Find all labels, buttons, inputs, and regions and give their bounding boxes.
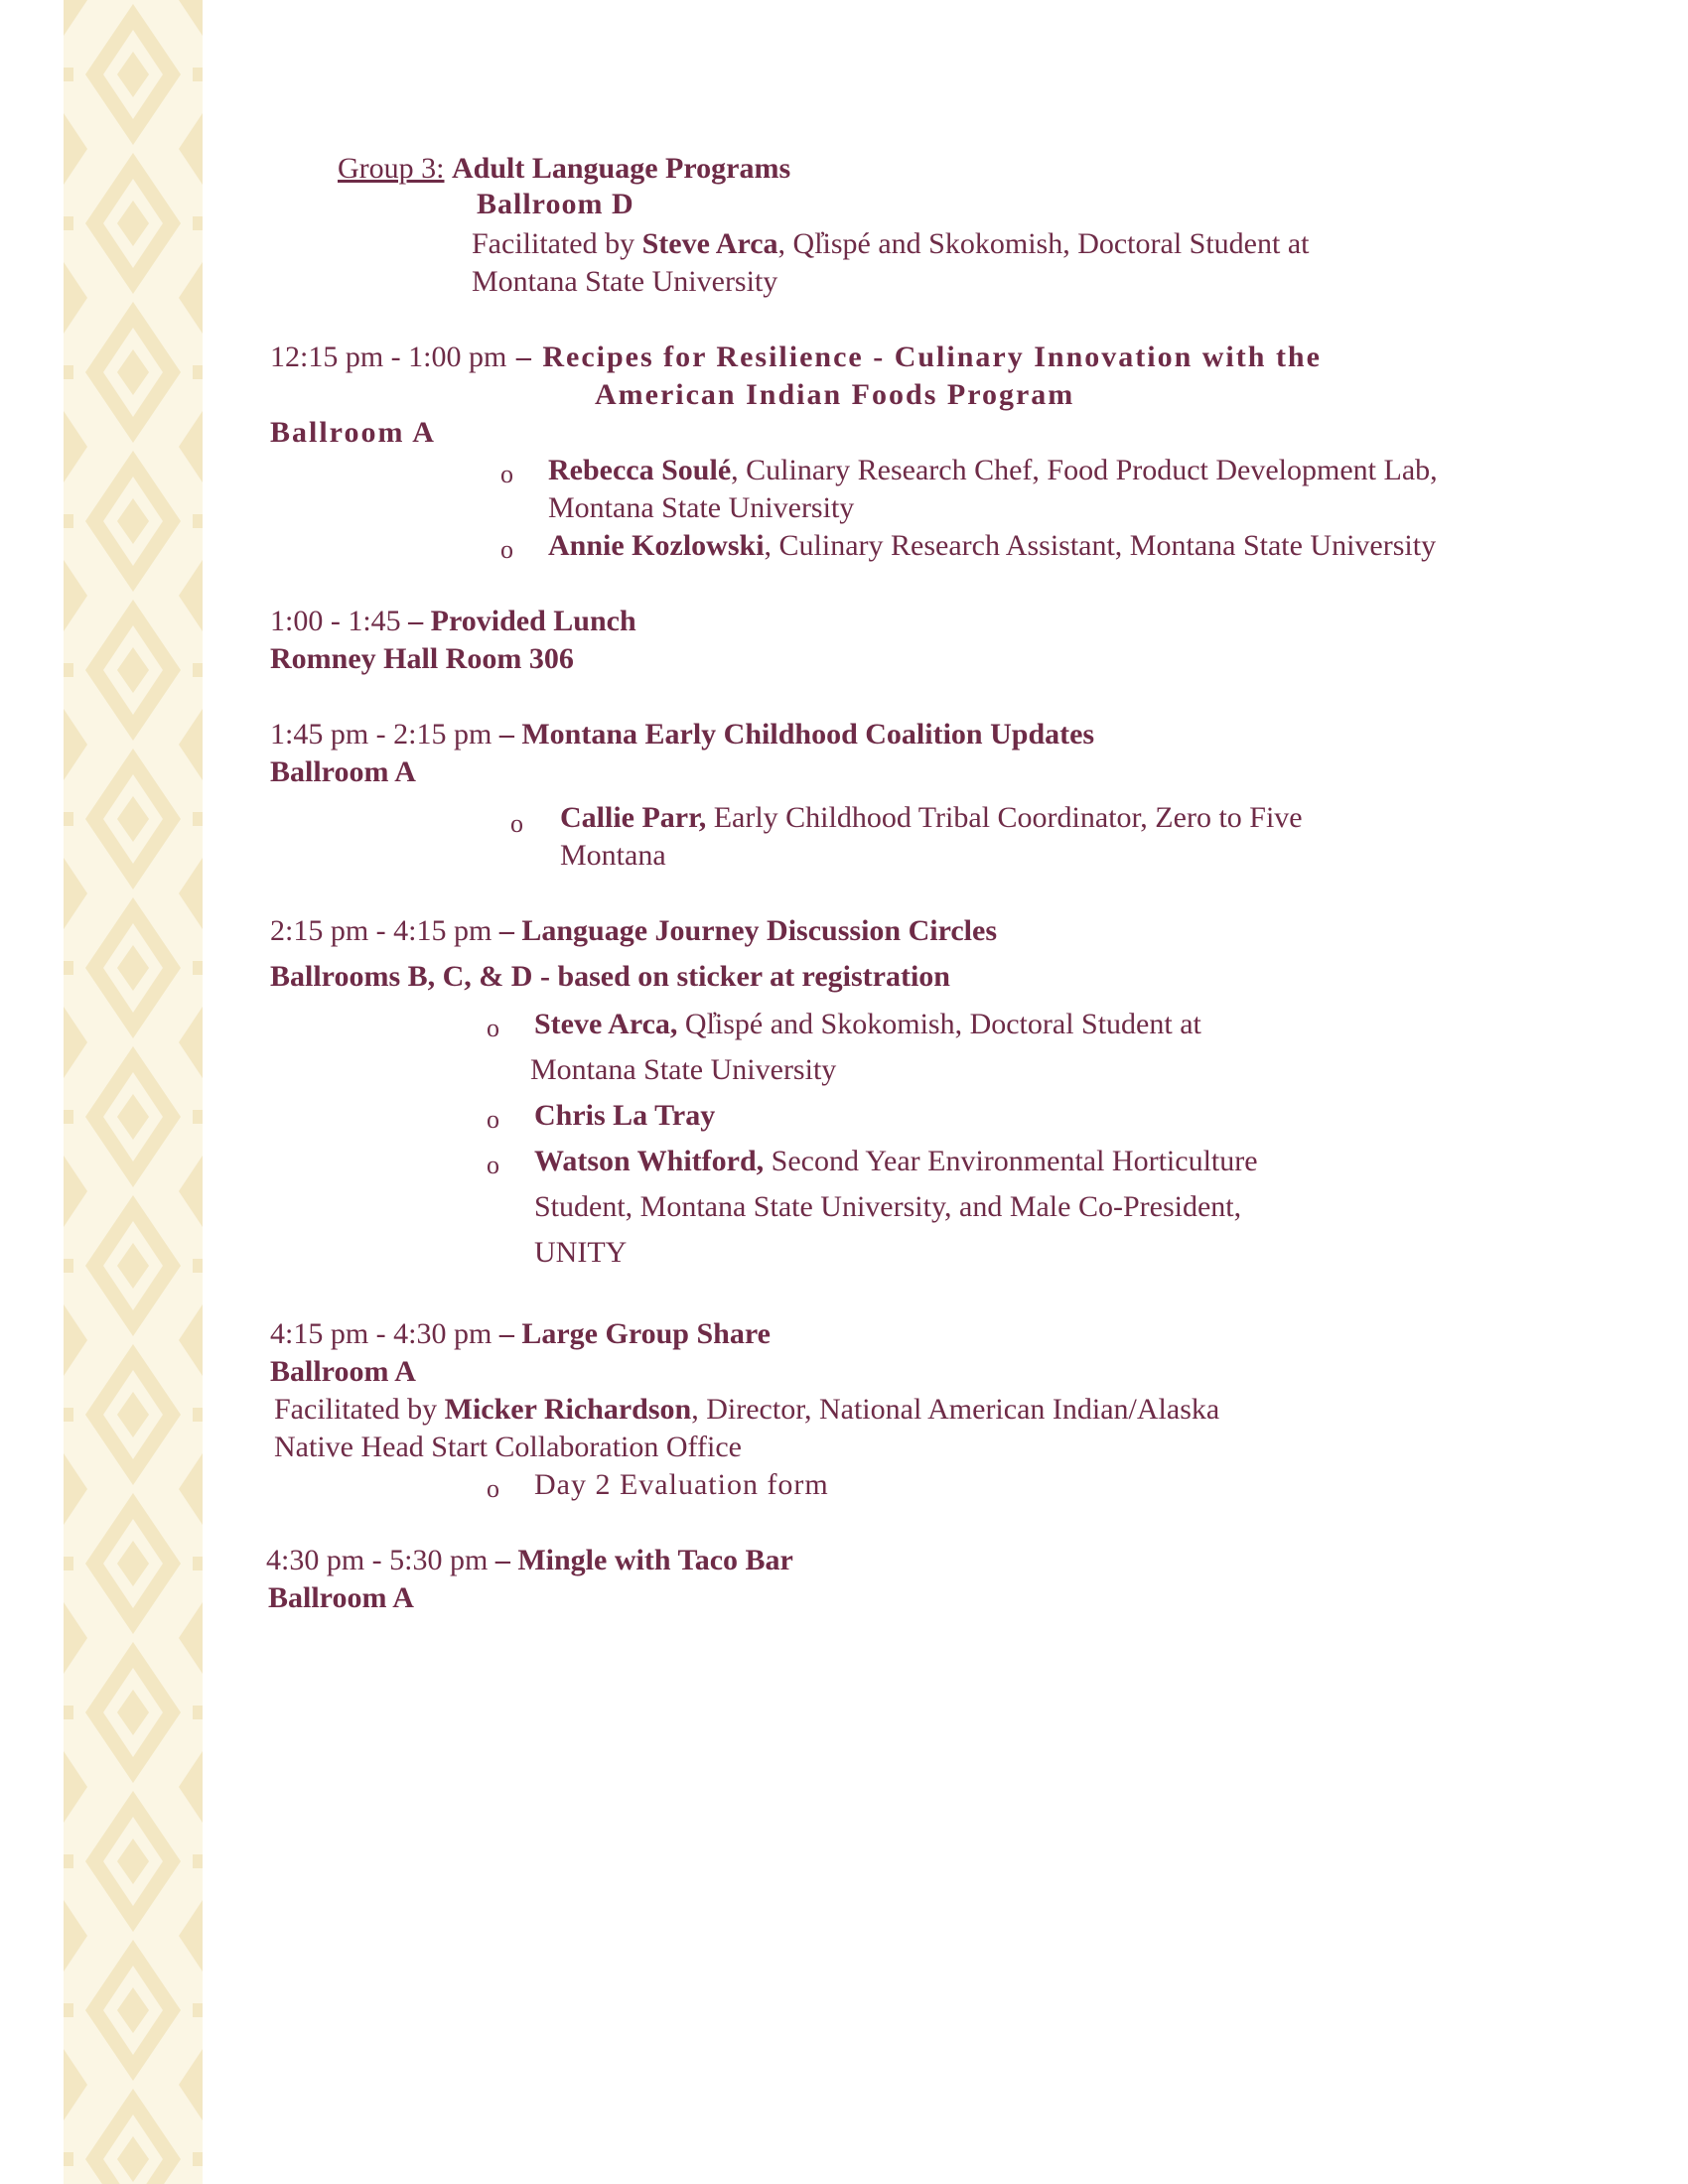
group3-title: Adult Language Programs (452, 152, 791, 185)
group3-label: Group 3: (338, 152, 445, 185)
presenter-name: Callie Parr, (560, 801, 707, 834)
presenter-chris-la-tray: Chris La Tray (534, 1099, 716, 1132)
mingle-heading (266, 1543, 793, 1578)
circles-room: Ballrooms B, C, & D - based on sticker at registration (270, 960, 950, 993)
session-time: 2:15 pm - 4:15 pm (270, 914, 492, 947)
share-facilitator (274, 1392, 1219, 1428)
presenter-name: Watson Whitford, (534, 1145, 765, 1177)
lunch-heading (270, 604, 636, 639)
coalition-room: Ballroom A (270, 755, 416, 788)
bullet-marker: o (487, 1105, 499, 1134)
bullet-marker: o (487, 1151, 499, 1179)
session-title: – Provided Lunch (400, 605, 636, 637)
facilitated-prefix: Facilitated by (472, 227, 642, 260)
share-room: Ballroom A (270, 1355, 416, 1388)
group3-facilitator-desc-2: Montana State University (472, 265, 778, 298)
lunch-room: Romney Hall Room 306 (270, 642, 574, 675)
presenter-desc: , Culinary Research Chef, Food Product Development Lab, (731, 454, 1438, 486)
bullet-marker: o (510, 809, 523, 838)
presenter-callie-parr (560, 800, 1303, 836)
presenter-desc-line2: Montana (560, 839, 666, 872)
session-title: – Language Journey Discussion Circles (492, 914, 997, 947)
share-facilitator-desc-2: Native Head Start Collaboration Office (274, 1431, 742, 1463)
presenter-desc: , Culinary Research Assistant, Montana State University (764, 529, 1437, 562)
mingle-room: Ballroom A (268, 1581, 414, 1614)
presenter-name: Steve Arca, (534, 1008, 678, 1040)
share-heading (270, 1316, 771, 1352)
session-time: 4:30 pm - 5:30 pm (266, 1544, 489, 1576)
bullet-marker: o (500, 535, 513, 564)
session-title: – Montana Early Childhood Coalition Updates (492, 718, 1095, 751)
presenter-annie-kozlowski (548, 528, 1436, 564)
evaluation-form-item: Day 2 Evaluation form (534, 1468, 829, 1501)
facilitated-prefix: Facilitated by (274, 1393, 445, 1426)
group3-room: Ballroom D (477, 188, 634, 220)
facilitator-name: Steve Arca (641, 227, 778, 260)
presenter-name: Annie Kozlowski (548, 529, 765, 562)
bullet-marker: o (500, 460, 513, 488)
session-time: 1:00 - 1:45 (270, 605, 401, 637)
presenter-desc-line2: Montana State University (530, 1053, 837, 1086)
coalition-heading (270, 717, 1094, 752)
group3-heading (338, 151, 790, 187)
session-title: – Large Group Share (492, 1317, 771, 1350)
presenter-desc: Early Childhood Tribal Coordinator, Zero to Five (706, 801, 1303, 834)
presenter-name: Rebecca Soulé (548, 454, 732, 486)
bullet-marker: o (487, 1014, 499, 1042)
session-time: 4:15 pm - 4:30 pm (270, 1317, 492, 1350)
session-title: – Recipes for Resilience - Culinary Innovation with the (506, 341, 1322, 373)
presenter-desc-line3: UNITY (534, 1236, 628, 1269)
presenter-desc-line2: Student, Montana State University, and Male Co-President, (534, 1190, 1242, 1223)
presenter-steve-arca (534, 1007, 1201, 1042)
session-time: 12:15 pm - 1:00 pm (270, 341, 507, 373)
circles-heading (270, 913, 997, 949)
recipes-title-line2: American Indian Foods Program (595, 378, 1075, 411)
group3-facilitator (472, 226, 1309, 262)
session-time: 1:45 pm - 2:15 pm (270, 718, 492, 751)
session-title: – Mingle with Taco Bar (488, 1544, 793, 1576)
presenter-desc: Second Year Environmental Horticulture (764, 1145, 1258, 1177)
recipes-room: Ballroom A (270, 416, 436, 449)
presenter-desc: Ql̓ispé and Skokomish, Doctoral Student at (677, 1008, 1201, 1040)
presenter-watson-whitford (534, 1144, 1258, 1179)
facilitator-name: Micker Richardson (444, 1393, 692, 1426)
facilitator-desc: , Ql̓ispé and Skokomish, Doctoral Student at (777, 227, 1310, 260)
bullet-marker: o (487, 1474, 499, 1503)
facilitator-desc: , Director, National American Indian/Alaska (691, 1393, 1220, 1426)
presenter-rebecca-soule (548, 453, 1438, 488)
presenter-desc-line2: Montana State University (548, 491, 855, 524)
recipes-heading (270, 340, 1322, 375)
